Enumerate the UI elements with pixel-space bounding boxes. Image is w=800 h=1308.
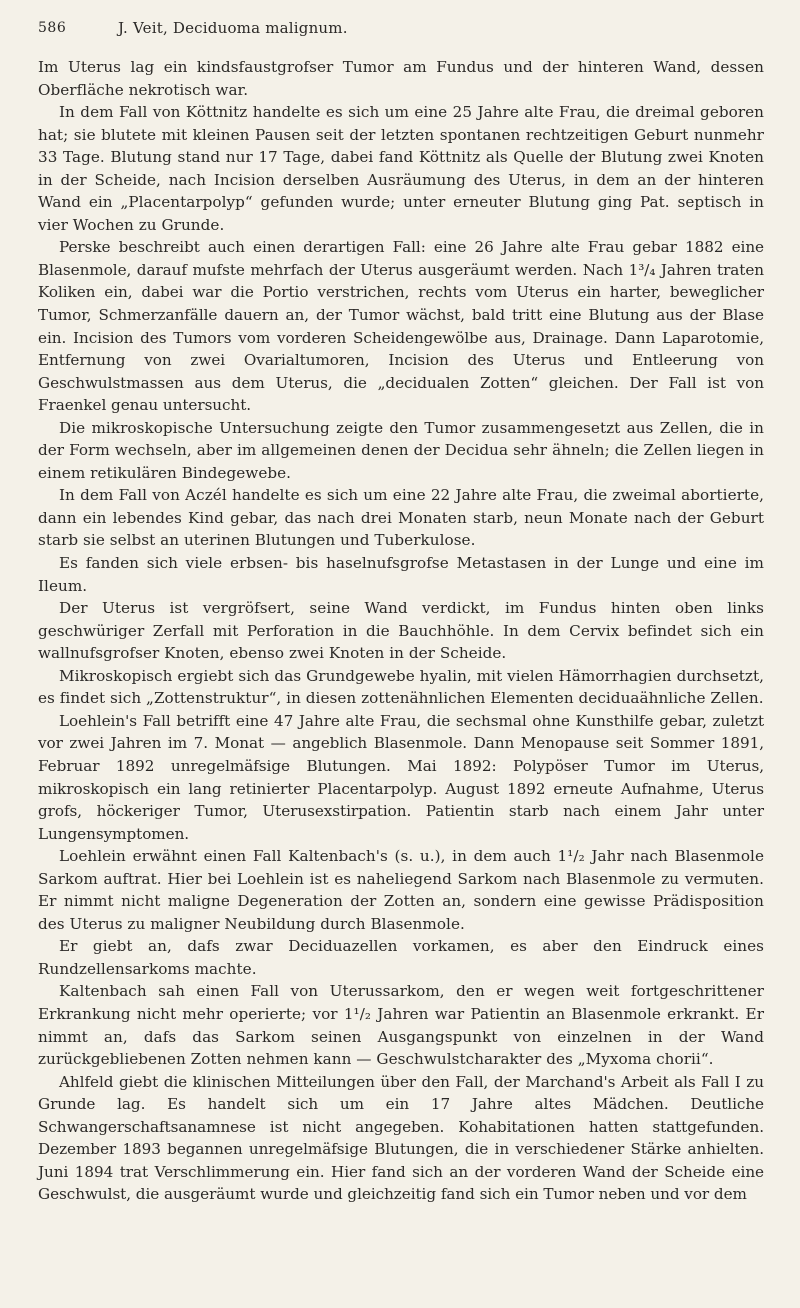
paragraph-6: Es fanden sich viele erbsen- bis haselnufsgrofse Metastasen in der Lunge und eine im Ileum. bbox=[38, 554, 764, 595]
page-number: 586 bbox=[38, 20, 67, 36]
paragraph-3: Perske beschreibt auch einen derartigen Fall: eine 26 Jahre alte Frau gebar 1882 eine Blasenmole, darauf mufste mehrfach der Uterus ausgeräumt werden. Nach 1³/₄ Jahren traten Koliken ein, dabei war die Portio verstrichen, rechts vom Uterus ein harter, beweglicher Tumor, Schmerzanfälle dauern an, der Tumor wächst, bald tritt eine Blutung aus der Blase ein. Incision des Tumors vom vorderen Scheidengewölbe aus, Drainage. Dann Laparotomie, Entfernung von zwei Ovarialtumoren, Incision des Uterus und Entleerung von Geschwulstmassen aus dem Uterus, die „decidualen Zotten“ gleichen. Der Fall ist von Fraenkel genau untersucht. bbox=[38, 238, 764, 415]
paragraph-9: Loehlein's Fall betrifft eine 47 Jahre alte Frau, die sechsmal ohne Kunsthilfe gebar, zuletzt vor zwei Jahren im 7. Monat — angeblich Blasenmole. Dann Menopause seit Sommer 1891, Februar 1892 unregelmäfsige Blutungen. Mai 1892: Polypöser Tumor im Uterus, mikroskopisch ein lang retinierter Placentarpolyp. August 1892 erneute Aufnahme, Uterus grofs, höckeriger Tumor, Uterusexstirpation. Patientin starb nach einem Jahr unter Lungensymptomen. bbox=[38, 711, 764, 843]
paragraph-12: Kaltenbach sah einen Fall von Uterussarkom, den er wegen weit fortgeschrittener Erkrankung nicht mehr operierte; vor 1¹/₂ Jahren war Patientin an Blasenmole erkrankt. Er nimmt an, dafs das Sarkom seinen Ausgangspunkt von einzelnen in der Wand zurückgebliebenen Zotten nehmen kann — Geschwulstcharakter des „Myxoma chorii“. bbox=[38, 982, 764, 1069]
paragraph-11: Er giebt an, dafs zwar Deciduazellen vorkamen, es aber den Eindruck eines Rundzellensarkoms machte. bbox=[38, 937, 764, 978]
paragraph-10: Loehlein erwähnt einen Fall Kaltenbach's (s. u.), in dem auch 1¹/₂ Jahr nach Blasenmole Sarkom auftrat. Hier bei Loehlein ist es naheliegend Sarkom nach Blasenmole zu vermuten. Er nimmt nicht maligne Degeneration der Zotten an, sondern eine gewisse Prädisposition des Uterus zu maligner Neubildung durch Blasenmole. bbox=[38, 847, 764, 933]
page-header bbox=[38, 18, 768, 46]
body-text bbox=[38, 56, 764, 1206]
paragraph-5: In dem Fall von Aczél handelte es sich um eine 22 Jahre alte Frau, die zweimal abortierte, dann ein lebendes Kind gebar, das nach drei Monaten starb, neun Monate nach der Geburt starb sie selbst an uterinen Blutungen und Tuberkulose. bbox=[38, 486, 764, 550]
running-head: J. Veit, Deciduoma malignum. bbox=[118, 19, 348, 37]
paragraph-1: Im Uterus lag ein kindsfaustgrofser Tumor am Fundus und der hinteren Wand, dessen Oberfläche nekrotisch war. bbox=[38, 58, 764, 99]
paragraph-2: In dem Fall von Köttnitz handelte es sich um eine 25 Jahre alte Frau, die dreimal geboren hat; sie blutete mit kleinen Pausen seit der letzten spontanen rechtzeitigen Geburt nunmehr 33 Tage. Blutung stand nur 17 Tage, dabei fand Köttnitz als Quelle der Blutung zwei Knoten in der Scheide, nach Incision derselben Ausräumung des Uterus, in dem an der hinteren Wand ein „Placentarpolyp“ gefunden wurde; unter erneuter Blutung ging Pat. septisch in vier Wochen zu Grunde. bbox=[38, 103, 764, 234]
paragraph-8: Mikroskopisch ergiebt sich das Grundgewebe hyalin, mit vielen Hämorrhagien durchsetzt, es findet sich „Zottenstruktur“, in diesen zottenähnlichen Elementen deciduaähnliche Zellen. bbox=[38, 666, 764, 708]
paragraph-7: Der Uterus ist vergröfsert, seine Wand verdickt, im Fundus hinten oben links geschwüriger Zerfall mit Perforation in die Bauchhöhle. In dem Cervix befindet sich ein wallnufsgrofser Knoten, ebenso zwei Knoten in der Scheide. bbox=[38, 599, 764, 663]
paragraph-13: Ahlfeld giebt die klinischen Mitteilungen über den Fall, der Marchand's Arbeit als Fall I zu Grunde lag. Es handelt sich um ein 17 Jahre altes Mädchen. Deutliche Schwangerschaftsanamnese ist nicht angegeben. Kohabitationen hatten stattgefunden. Dezember 1893 begannen unregelmäfsige Blutungen, die in verschiedener Stärke anhielten. Juni 1894 trat Verschlimmerung ein. Hier fand sich an der vorderen Wand der Scheide eine Geschwulst, die ausgeräumt wurde und gleichzeitig fand sich ein Tumor neben und vor dem bbox=[38, 1072, 764, 1204]
paragraph-4: Die mikroskopische Untersuchung zeigte den Tumor zusammengesetzt aus Zellen, die in der Form wechseln, aber im allgemeinen denen der Decidua sehr ähneln; die Zellen liegen in einem retikulären Bindegewebe. bbox=[38, 418, 764, 482]
